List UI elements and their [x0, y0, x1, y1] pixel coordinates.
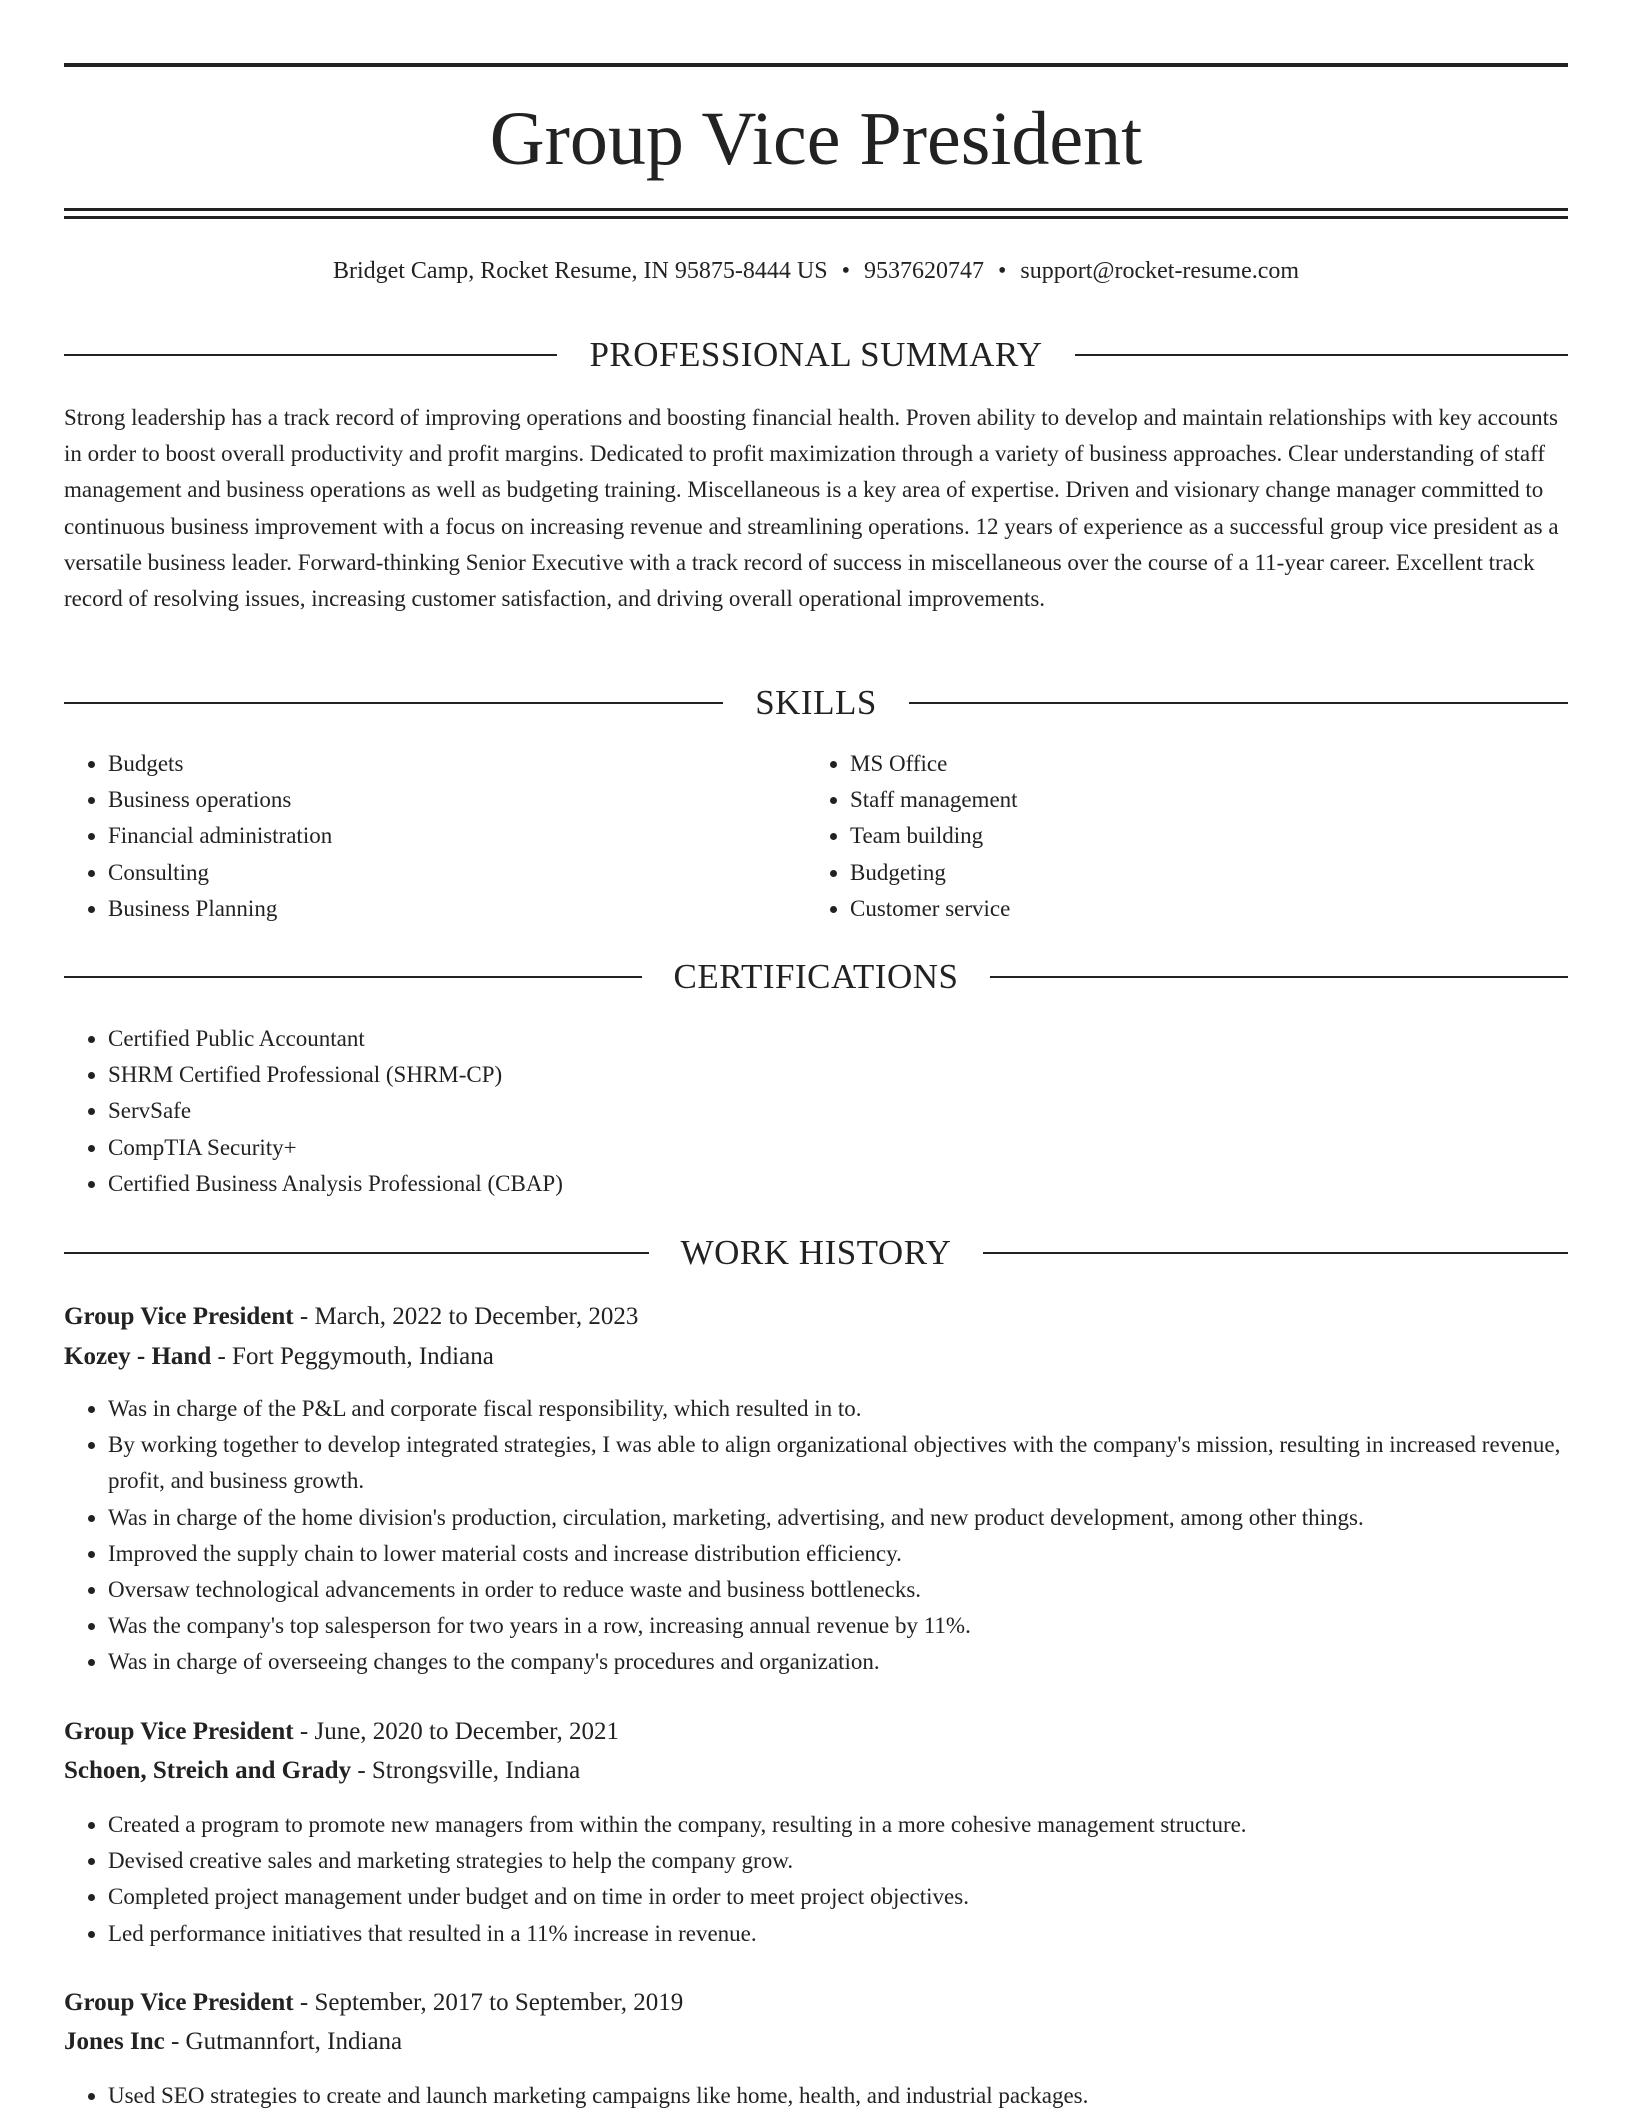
heading-rule-right [990, 976, 1568, 978]
list-item: • Was in charge of the home division's production, circulation, marketing, advertising, and new product development, among other things. [108, 1500, 1568, 1536]
list-item: • CompTIA Security+ [108, 1130, 1568, 1166]
title-double-rule-upper [64, 208, 1568, 211]
top-rule [64, 63, 1568, 67]
job-role: Group Vice President [64, 1989, 294, 2016]
work-history-heading-label: WORK HISTORY [680, 1233, 952, 1272]
title-double-rule-lower [64, 216, 1568, 219]
heading-rule-right [909, 702, 1568, 704]
contact-separator: • [997, 258, 1007, 284]
job-bullets [64, 1807, 1568, 1952]
job-company-line [64, 1338, 1568, 1376]
list-item: • Certified Public Accountant [108, 1021, 1568, 1057]
job-location: - Strongsville, Indiana [351, 1757, 581, 1784]
list-item: • Was in charge of the P&L and corporate fiscal responsibility, which resulted in to. [108, 1391, 1568, 1427]
list-item: • SHRM Certified Professional (SHRM-CP) [108, 1057, 1568, 1093]
list-item: • Oversaw technological advancements in order to reduce waste and business bottlenecks. [108, 1572, 1568, 1608]
job-dates: - September, 2017 to September, 2019 [293, 1989, 684, 2016]
skills-list-right [806, 746, 1550, 927]
heading-rule-right [983, 1252, 1568, 1254]
contact-address: Bridget Camp, Rocket Resume, IN 95875-8444 US [332, 258, 828, 284]
job-location: - Gutmannfort, Indiana [164, 2028, 403, 2055]
list-item: • Used SEO strategies to create and launch marketing campaigns like home, health, and industrial packages. [108, 2078, 1568, 2114]
list-item: • Improved the supply chain to lower material costs and increase distribution efficiency. [108, 1536, 1568, 1572]
contact-line [64, 256, 1568, 286]
job-role-line [64, 1298, 1568, 1336]
list-item: • Created a program to promote new managers from within the company, resulting in a more cohesive management structure. [108, 1807, 1568, 1843]
list-item: • Budgets [108, 746, 808, 782]
resume-title: Group Vice President [489, 97, 1143, 181]
summary-heading-label: PROFESSIONAL SUMMARY [589, 335, 1043, 374]
heading-rule-left [64, 702, 723, 704]
heading-rule-left [64, 976, 642, 978]
heading-rule-right [1075, 354, 1568, 356]
list-item: • Led performance initiatives that resulted in a 11% increase in revenue. [108, 1916, 1568, 1952]
job-dates: - March, 2022 to December, 2023 [293, 1303, 639, 1330]
list-item: • ServSafe [108, 1093, 1568, 1129]
list-item: • Staff management [850, 782, 1550, 818]
skills-heading [64, 681, 1568, 725]
job-company: Kozey - Hand [64, 1343, 212, 1370]
job-role-line [64, 1713, 1568, 1751]
list-item: • Certified Business Analysis Professional (CBAP) [108, 1166, 1568, 1202]
job-bullets [64, 1391, 1568, 1681]
certifications-list [64, 1021, 1568, 1202]
job-company-line [64, 1752, 1568, 1790]
job-company: Schoen, Streich and Grady [64, 1757, 352, 1784]
job-company: Jones Inc [64, 2028, 165, 2055]
list-item: • Team building [850, 818, 1550, 854]
list-item: • Business operations [108, 782, 808, 818]
job-dates: - June, 2020 to December, 2021 [293, 1718, 619, 1745]
job-company-line [64, 2023, 1568, 2061]
job-role-line [64, 1984, 1568, 2022]
list-item: • By working together to develop integrated strategies, I was able to align organizational objectives with the company's mission, resulting in increased revenue, profit, and business growth. [108, 1427, 1568, 1499]
certifications-heading-label: CERTIFICATIONS [673, 957, 959, 996]
summary-paragraph: Strong leadership has a track record of improving operations and boosting financial health. Proven ability to develop and maintain relationships with key accounts in order to boost overall productivity and profit margins. Dedicated to profit maximization through a variety of business approaches. Clear understanding of staff management and business operations as well as budgeting training. Miscellaneous is a key area of expertise. Driven and visionary change manager committed to continuous business improvement with a focus on increasing revenue and streamlining operations. 12 years of experience as a successful group vice president as a versatile business leader. Forward-thinking Senior Executive with a track record of success in miscellaneous over the course of a 11-year career. Excellent track record of resolving issues, increasing customer satisfaction, and driving overall operational improvements. [64, 405, 1559, 612]
heading-rule-left [64, 354, 557, 356]
list-item: • Completed project management under budget and on time in order to meet project objectives. [108, 1879, 1568, 1915]
skills-heading-label: SKILLS [755, 683, 877, 722]
list-item: • Was in charge of overseeing changes to the company's procedures and organization. [108, 1644, 1568, 1680]
contact-separator: • [841, 258, 850, 284]
list-item: • MS Office [850, 746, 1550, 782]
work-history-heading [64, 1231, 1568, 1275]
contact-email: support@rocket-resume.com [1020, 258, 1300, 284]
list-item: • Budgeting [850, 855, 1550, 891]
contact-phone: 9537620747 [863, 258, 984, 284]
skills-list-left [64, 746, 808, 927]
job-bullets [64, 2078, 1568, 2114]
list-item: • Was the company's top salesperson for two years in a row, increasing annual revenue by 11%. [108, 1608, 1568, 1644]
job-location: - Fort Peggymouth, Indiana [211, 1343, 494, 1370]
list-item: • Consulting [108, 855, 808, 891]
heading-rule-left [64, 1252, 649, 1254]
list-item: • Devised creative sales and marketing strategies to help the company grow. [108, 1843, 1568, 1879]
list-item: • Financial administration [108, 818, 808, 854]
summary-heading [64, 333, 1568, 377]
list-item: • Business Planning [108, 891, 808, 927]
list-item: • Customer service [850, 891, 1550, 927]
certifications-heading [64, 955, 1568, 999]
job-role: Group Vice President [64, 1303, 294, 1330]
job-role: Group Vice President [64, 1718, 294, 1745]
